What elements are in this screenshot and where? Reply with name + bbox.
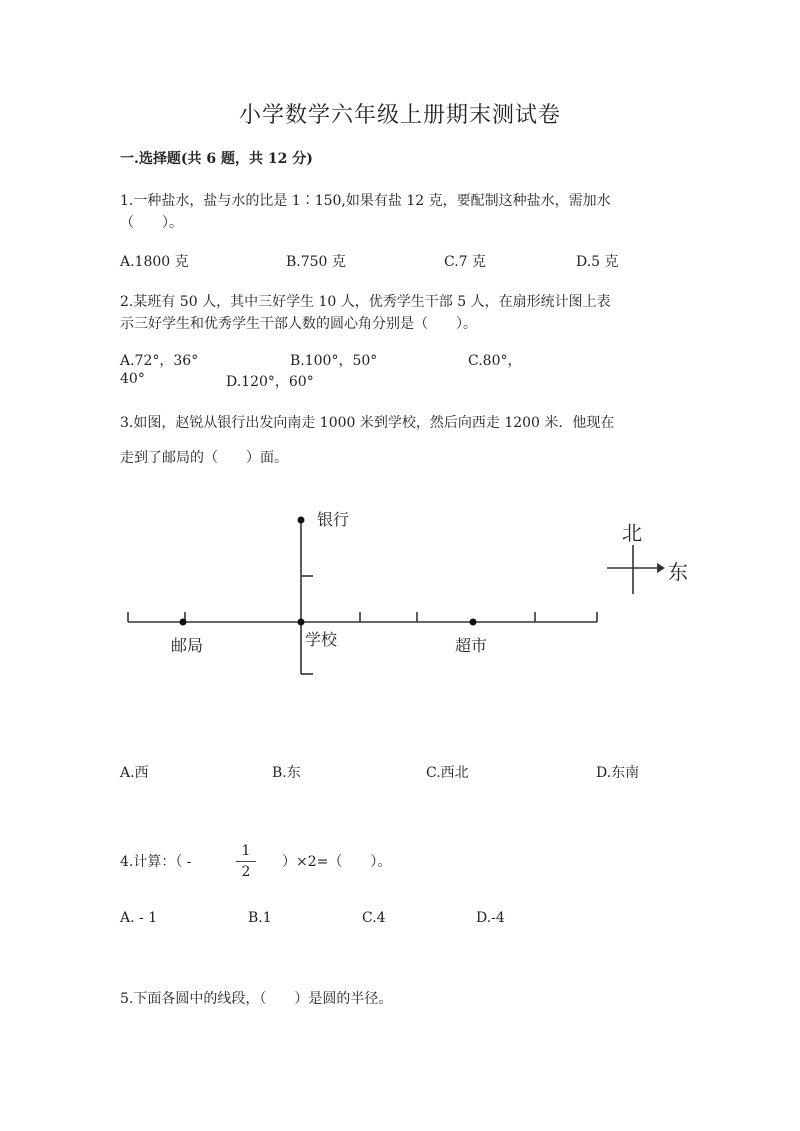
page-title: 小学数学六年级上册期末测试卷 [238, 103, 561, 128]
question-2-option-c-cont: 40° [120, 371, 145, 387]
question-3-option-d: D.东南 [596, 765, 640, 781]
school-label: 学校 [305, 630, 338, 649]
fraction-bar [236, 861, 256, 862]
question-2-option-c: C.80°， [468, 353, 522, 369]
question-1-text: 1.一种盐水，盐与水的比是 1∶150,如果有盐 12 克，要配制这种盐水，需加水 [120, 193, 611, 209]
question-3-option-a: A.西 [120, 765, 149, 781]
supermarket-point [470, 619, 477, 626]
compass-east-label: 东 [668, 560, 688, 584]
question-3-text-cont: 走到了邮局的（ ）面。 [120, 450, 288, 466]
question-4-prefix: 4.计算：（ - [120, 854, 192, 870]
question-1-option-a: A.1800 克 [120, 254, 189, 270]
section-heading: 一.选择题(共 6 题，共 12 分) [120, 151, 313, 167]
question-3-option-b: B.东 [272, 765, 301, 781]
question-1-text-cont: （ ）。 [120, 215, 183, 231]
post-office-point [180, 619, 187, 626]
question-3-option-c: C.西北 [426, 765, 469, 781]
question-4-option-a: A. - 1 [120, 910, 158, 926]
question-3-text: 3.如图，赵锐从银行出发向南走 1000 米到学校，然后向西走 1200 米．他现在 [120, 415, 615, 431]
compass-arrow-icon [657, 563, 665, 573]
question-2-option-a: A.72°，36° [120, 353, 199, 369]
fraction-numerator: 1 [241, 843, 251, 859]
question-4-option-c: C.4 [362, 910, 386, 926]
question-1-option-c: C.7 克 [444, 254, 487, 270]
question-5-text: 5.下面各圆中的线段，（ ）是圆的半径。 [120, 991, 393, 1007]
school-point [298, 619, 305, 626]
question-1-option-d: D.5 克 [576, 254, 619, 270]
post-office-label: 邮局 [171, 636, 204, 655]
fraction-denominator: 2 [241, 864, 251, 880]
compass-north-label: 北 [622, 521, 642, 545]
question-2-text: 2.某班有 50 人，其中三好学生 10 人，优秀学生干部 5 人，在扇形统计图上表 [120, 294, 611, 310]
direction-map-diagram [120, 500, 700, 690]
bank-label: 银行 [317, 510, 350, 529]
supermarket-label: 超市 [455, 636, 488, 655]
question-2-option-d: D.120°，60° [226, 374, 314, 390]
fraction-one-half [236, 843, 256, 880]
question-2-option-b: B.100°，50° [290, 353, 378, 369]
question-4-option-b: B.1 [248, 910, 272, 926]
question-4-option-d: D.-4 [476, 910, 505, 926]
bank-point [298, 517, 305, 524]
question-1-option-b: B.750 克 [286, 254, 346, 270]
question-2-text-cont: 示三好学生和优秀学生干部人数的圆心角分别是（ ）。 [120, 316, 477, 332]
question-4-suffix: ）×2=（ ）。 [282, 854, 392, 870]
